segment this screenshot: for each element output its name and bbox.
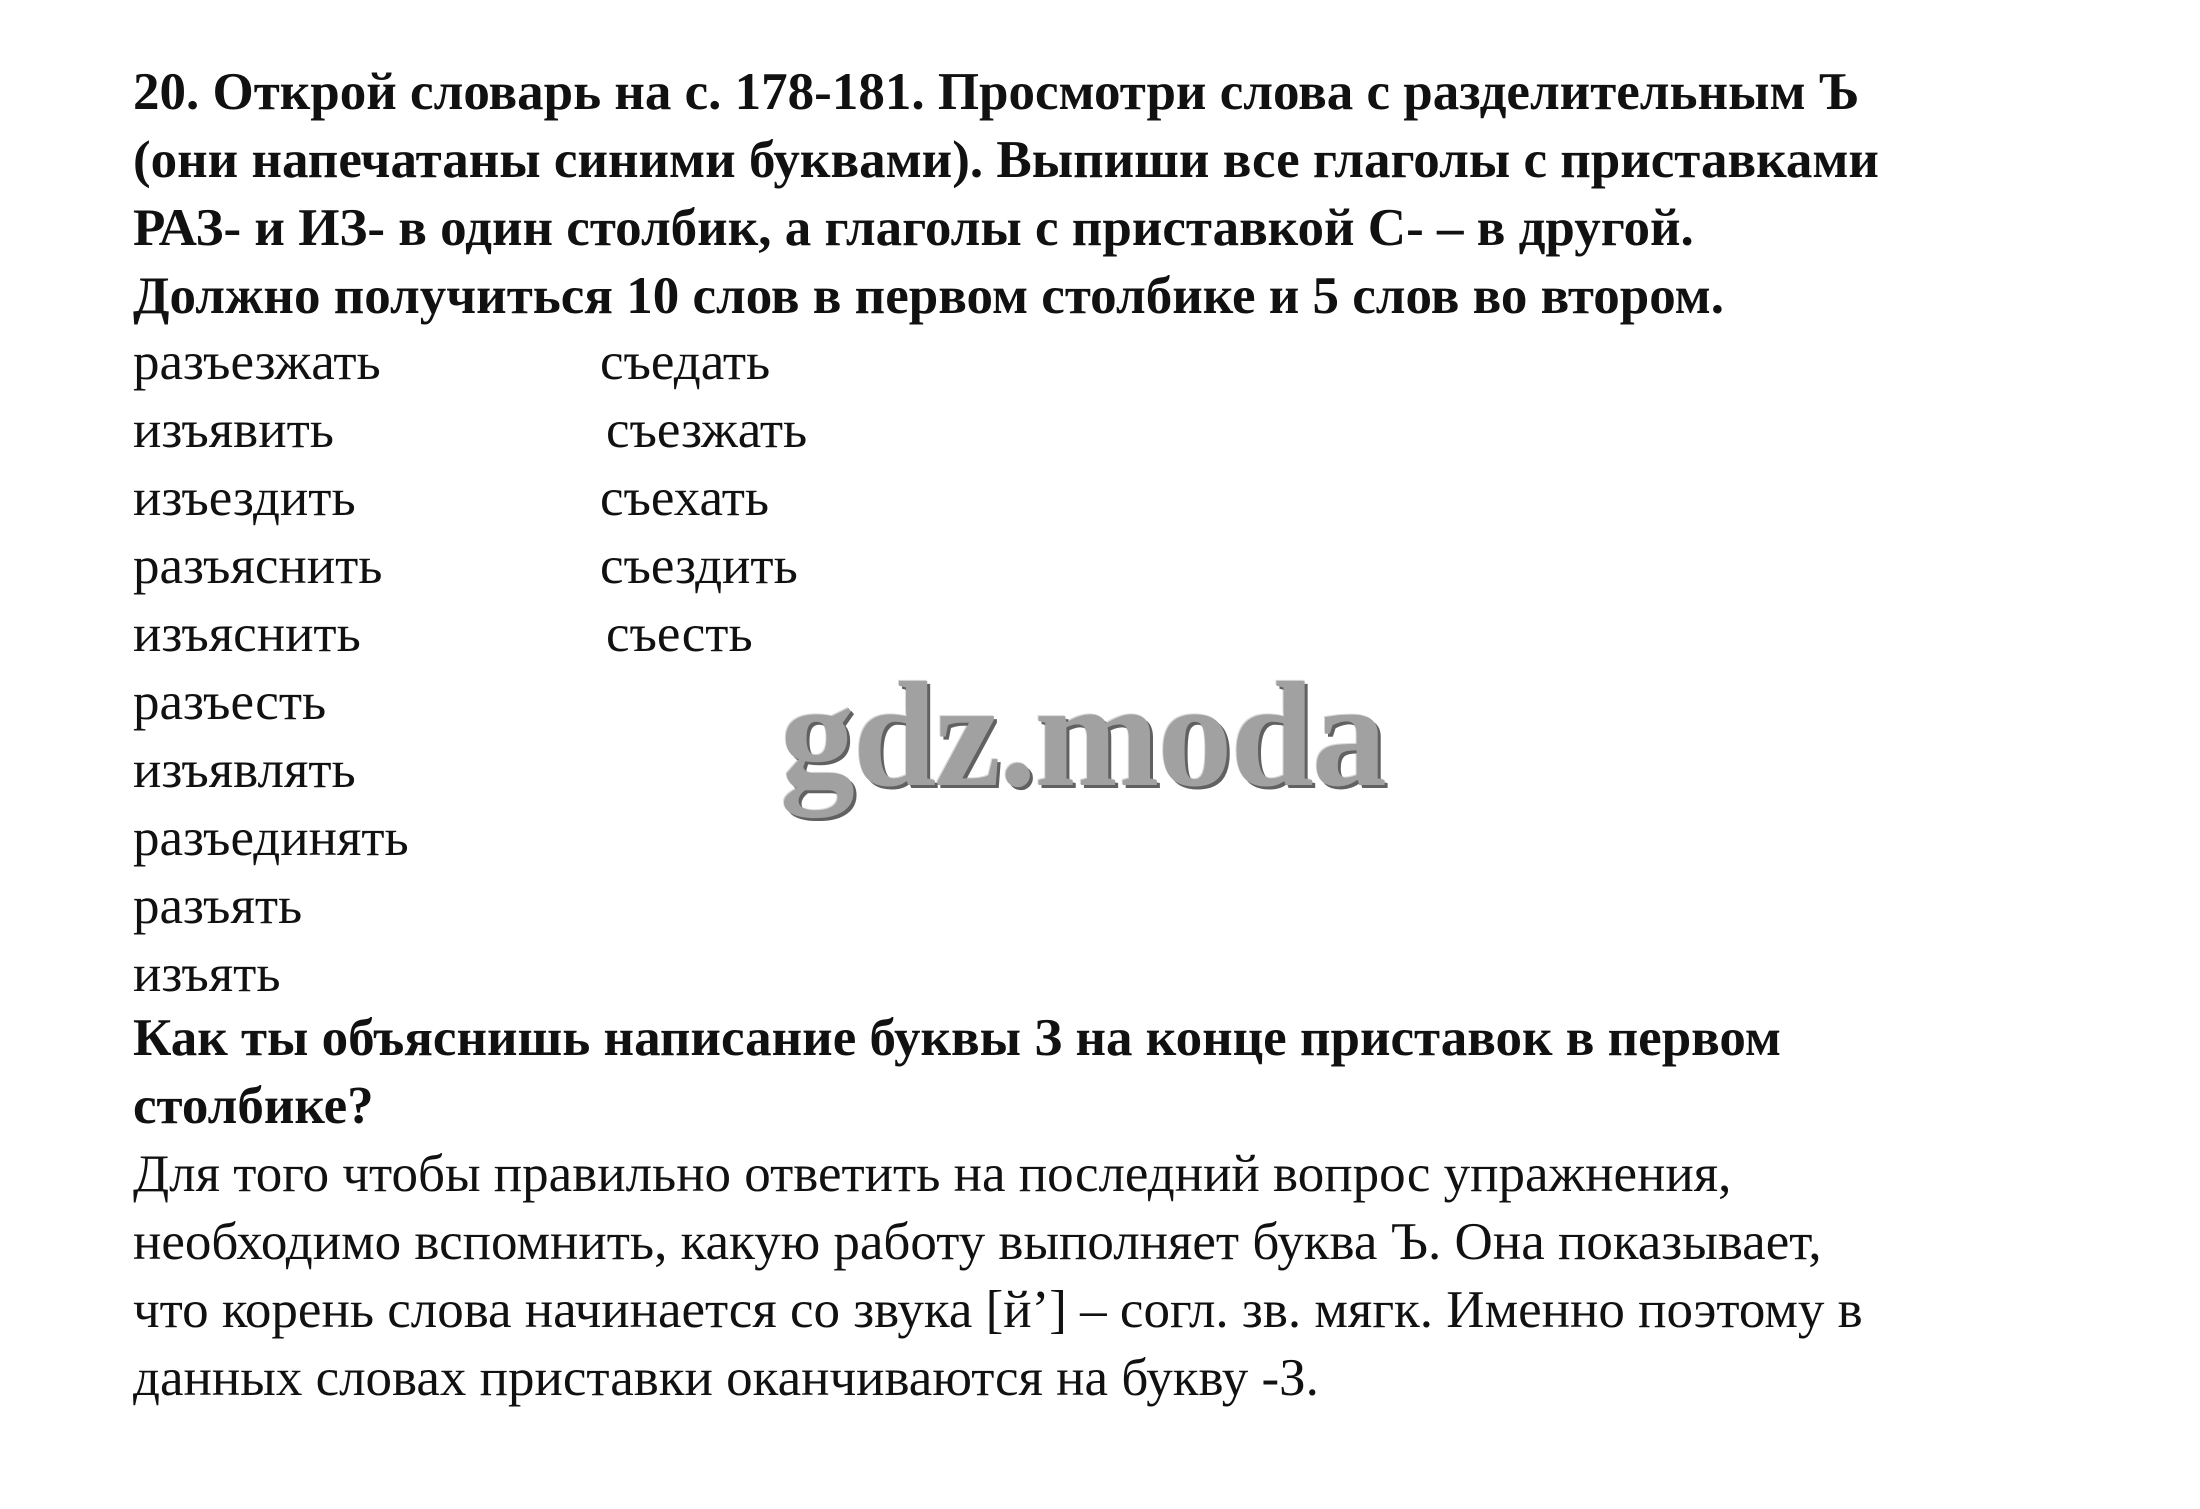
word-column-raz-iz [133,328,409,1008]
answer-line: данных словах приставки оканчиваются на букву -З. [133,1349,1319,1407]
question-line: Как ты объяснишь написание буквы З на конце приставок в первом [133,1009,1782,1067]
word-item: съехать [600,469,770,527]
word-item: разъесть [133,673,327,731]
word-item: разъезжать [133,333,381,391]
task-line: 20. Открой словарь на с. 178-181. Просмотри слова с разделительным Ъ [133,63,1860,121]
word-item: разъять [133,877,303,935]
word-item: разъединять [133,809,409,867]
answer-text [133,1140,2133,1412]
task-line: (они напечатаны синими буквами). Выпиши все глаголы с приставками [133,131,1879,189]
word-item: съесть [606,605,753,663]
word-item: изъездить [133,469,356,527]
question-line: столбике? [133,1077,374,1135]
word-item: съедать [600,333,771,391]
word-item: съезжать [606,401,808,459]
task-line: РАЗ- и ИЗ- в один столбик, а глаголы с приставкой С- – в другой. [133,199,1694,257]
word-item: съездить [600,537,798,595]
word-item: изъявлять [133,741,356,799]
answer-line: Для того чтобы правильно ответить на последний вопрос упражнения, [133,1145,1732,1203]
answer-line: необходимо вспомнить, какую работу выполняет буква Ъ. Она показывает, [133,1213,1822,1271]
question-text [133,1004,2133,1140]
task-text [133,58,2133,330]
answer-line: что корень слова начинается со звука [й’] – согл. зв. мягк. Именно поэтому в [133,1281,1863,1339]
word-item: изъявить [133,401,334,459]
word-item: изъяснить [133,605,361,663]
word-column-s [600,328,807,668]
task-line: Должно получиться 10 слов в первом столбике и 5 слов во втором. [133,267,1725,325]
watermark-logo: gdz.moda [780,652,1385,818]
word-item: изъять [133,945,281,1003]
word-item: разъяснить [133,537,383,595]
